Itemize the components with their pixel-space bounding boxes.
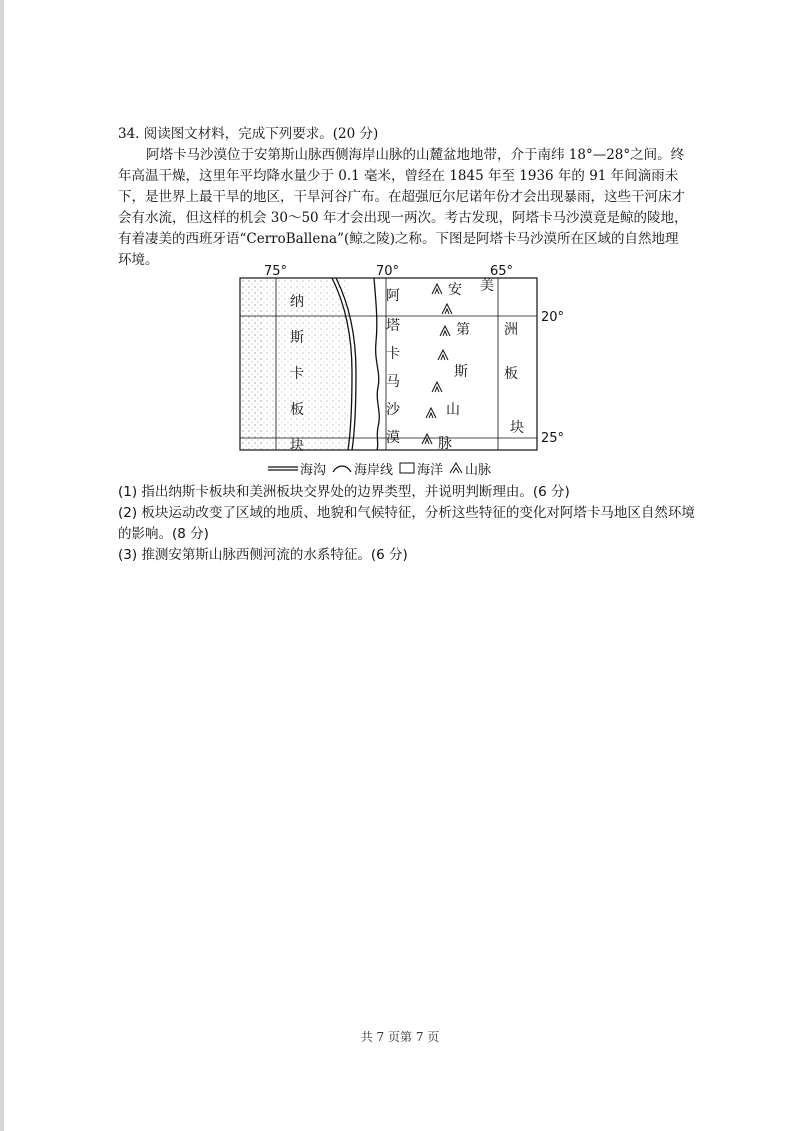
label-andes-4: 山 xyxy=(446,402,460,418)
legend-ocean xyxy=(399,459,443,478)
label-andes-2: 第 xyxy=(456,322,470,338)
mountain-symbol xyxy=(442,304,452,314)
question-text xyxy=(118,124,688,271)
legend-mountain-label: 山脉 xyxy=(465,462,492,478)
label-atacama-3: 卡 xyxy=(386,346,400,362)
sub-question-3: (3) 推测安第斯山脉西侧河流的水系特征。(6 分) xyxy=(118,547,408,563)
label-american-3: 板 xyxy=(504,366,518,382)
label-nazca-5: 块 xyxy=(290,438,304,454)
mountain-symbol xyxy=(438,350,448,360)
mountain-symbol xyxy=(432,284,442,294)
map-figure xyxy=(236,262,576,478)
page-footer: 共 7 页第 7 页 xyxy=(360,1030,440,1044)
trench-legend-icon xyxy=(268,464,298,472)
mountain-symbol xyxy=(426,408,436,418)
mountain-symbol xyxy=(432,382,442,392)
label-andes-3: 斯 xyxy=(454,364,468,380)
label-andes-5: 脉 xyxy=(438,436,452,452)
label-atacama-6: 漠 xyxy=(386,430,400,446)
sub-question-2: (2) 板块运动改变了区域的地质、地貌和气候特征，分析这些特征的变化对阿塔卡马地区自然环境的影响。(8 分) xyxy=(118,505,695,542)
map-legend xyxy=(268,458,588,478)
label-andes-1: 安 xyxy=(448,282,462,298)
mountain-symbol xyxy=(440,326,450,336)
legend-trench xyxy=(268,459,326,478)
legend-mountain xyxy=(449,459,491,478)
lon-label-75: 75° xyxy=(264,264,288,279)
label-atacama-2: 塔 xyxy=(386,318,400,334)
question-title: 34. 阅读图文材料，完成下列要求。(20 分) xyxy=(118,126,379,142)
label-atacama-1: 阿 xyxy=(386,288,400,304)
ocean-legend-icon xyxy=(399,462,415,474)
label-nazca-1: 纳 xyxy=(290,294,304,310)
mountain-legend-icon xyxy=(449,462,463,474)
mountain-symbol xyxy=(422,434,432,444)
coastline-legend-icon xyxy=(332,462,352,474)
label-nazca-3: 卡 xyxy=(290,366,304,382)
scan-edge xyxy=(0,0,4,1131)
label-american-1: 美 xyxy=(480,278,494,294)
label-nazca-4: 板 xyxy=(290,402,304,418)
label-american-2: 洲 xyxy=(504,322,518,338)
label-american-4: 块 xyxy=(510,420,524,436)
lon-label-70: 70° xyxy=(376,264,400,279)
legend-ocean-label: 海洋 xyxy=(417,462,444,478)
sub-questions xyxy=(118,482,698,566)
material-paragraph: 阿塔卡马沙漠位于安第斯山脉西侧海岸山脉的山麓盆地地带，介于南纬 18°—28°之间。终年高温干燥，这里年平均降水量少于 0.1 毫米，曾经在 1845 年至 1936 年的 91 年间滴雨未下，是世界上最干旱的地区，干旱河谷广布。在超强厄尔尼诺年份才会出现暴雨，这些干河床才会有水流，但这样的机会 30～50 年才会出现一两次。考古发现，阿塔卡马沙漠竟是鲸的陵地，有着凄美的西班牙语“CerroBallena”(鲸之陵)之称。下图是阿塔卡马沙漠所在区域的自然地理环境。 xyxy=(118,147,688,268)
label-atacama-4: 马 xyxy=(386,374,400,390)
map-svg xyxy=(236,262,576,462)
legend-trench-label: 海沟 xyxy=(300,462,327,478)
legend-coastline-label: 海岸线 xyxy=(354,462,394,478)
coastline xyxy=(374,278,379,450)
lon-label-65: 65° xyxy=(490,264,514,279)
sub-question-1: (1) 指出纳斯卡板块和美洲板块交界处的边界类型，并说明判断理由。(6 分) xyxy=(118,484,570,500)
label-nazca-2: 斯 xyxy=(290,330,304,346)
lat-label-20: 20° xyxy=(541,310,565,325)
legend-coastline xyxy=(332,459,393,478)
ocean-area-dense xyxy=(241,279,263,449)
label-atacama-5: 沙 xyxy=(386,402,400,418)
lat-label-25: 25° xyxy=(541,431,565,446)
